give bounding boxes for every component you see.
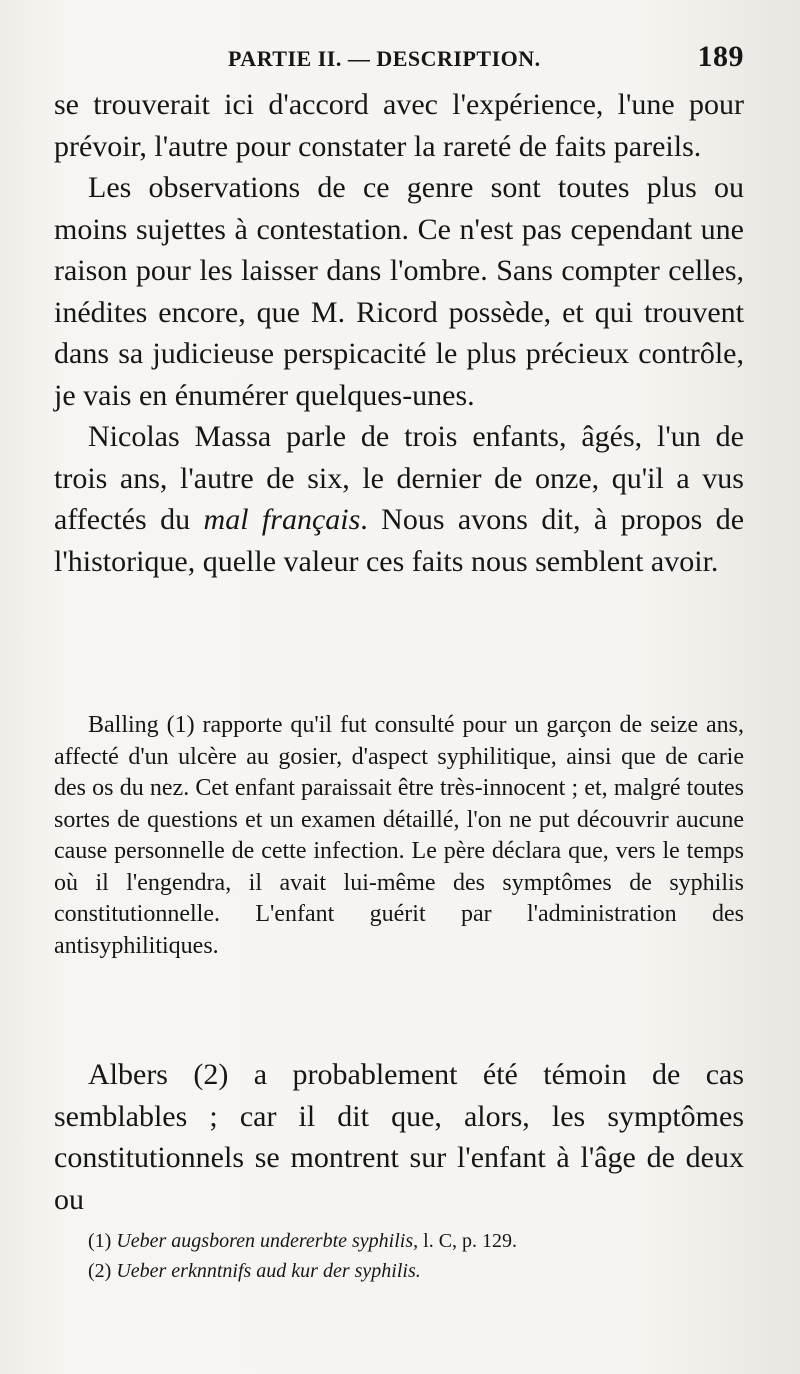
main-text bbox=[54, 84, 744, 582]
quoted-observation bbox=[54, 710, 744, 962]
footnote-1 bbox=[88, 1226, 728, 1256]
paragraph-3-text-b: . Nous avons dit, à propos de l'historique, quelle valeur ces faits nous semblent avoir. bbox=[54, 503, 745, 578]
footnotes bbox=[88, 1226, 728, 1286]
quote-author: Balling bbox=[88, 712, 159, 738]
paragraph-4-author: Albers bbox=[88, 1058, 168, 1091]
footnote-2-title: Ueber erknntnifs aud kur der syphilis. bbox=[116, 1260, 421, 1282]
paragraph-1: se trouverait ici d'accord avec l'expérience, l'une pour prévoir, l'autre pour constater la rareté de faits pareils. bbox=[54, 88, 744, 163]
paragraph-2: Les observations de ce genre sont toutes plus ou moins sujettes à contestation. Ce n'est pas cependant une raison pour les laisser dans l'ombre. Sans compter celles, inédites encore, que M. Ricord possède, et qui trouvent dans sa judicieuse perspicacité le plus précieux contrôle, je vais en énumérer quelques-unes. bbox=[54, 171, 744, 412]
paragraph-3-italic: mal français bbox=[203, 503, 361, 536]
running-title: PARTIE II. — DESCRIPTION. bbox=[228, 46, 541, 71]
footnote-ref-1: (1) bbox=[166, 712, 195, 738]
quote-paragraph bbox=[54, 710, 744, 962]
footnote-ref-2: (2) bbox=[193, 1058, 229, 1091]
paragraph-4-body: a probablement été témoin de cas semblables ; car il dit que, alors, les symptômes constitutionnels se montrent sur l'enfant à l'âge de deux ou bbox=[54, 1058, 745, 1216]
footnote-1-marker: (1) bbox=[88, 1230, 112, 1252]
paragraph-4 bbox=[54, 1054, 744, 1220]
footnote-1-title: Ueber augsboren undererbte syphilis, bbox=[116, 1230, 419, 1252]
footnote-2-marker: (2) bbox=[88, 1260, 112, 1282]
footnote-1-citation: l. C, p. 129. bbox=[418, 1230, 518, 1252]
footnote-2 bbox=[88, 1256, 728, 1286]
paragraph-3-text-a: Nicolas Massa parle de trois enfants, âgés, l'un de trois ans, l'autre de six, le dernier de onze, qu'il a vus affectés du bbox=[54, 420, 744, 536]
paragraph-3 bbox=[54, 416, 744, 582]
quote-body: rapporte qu'il fut consulté pour un garçon de seize ans, affecté d'un ulcère au gosier, d'aspect syphilitique, ainsi que de carie des os du nez. Cet enfant paraissait être très-innocent ; et, malgré toutes sortes de questions et un examen détaillé, l'on ne put découvrir aucune cause personnelle de cette infection. Le père déclara que, vers le temps où il l'engendra, il avait lui-même des symptômes de syphilis constitutionnelle. L'enfant guérit par l'administration des antisyphilitiques. bbox=[54, 712, 745, 959]
page-number: 189 bbox=[697, 40, 744, 73]
page-header bbox=[228, 40, 744, 80]
continued-text bbox=[54, 1054, 744, 1220]
